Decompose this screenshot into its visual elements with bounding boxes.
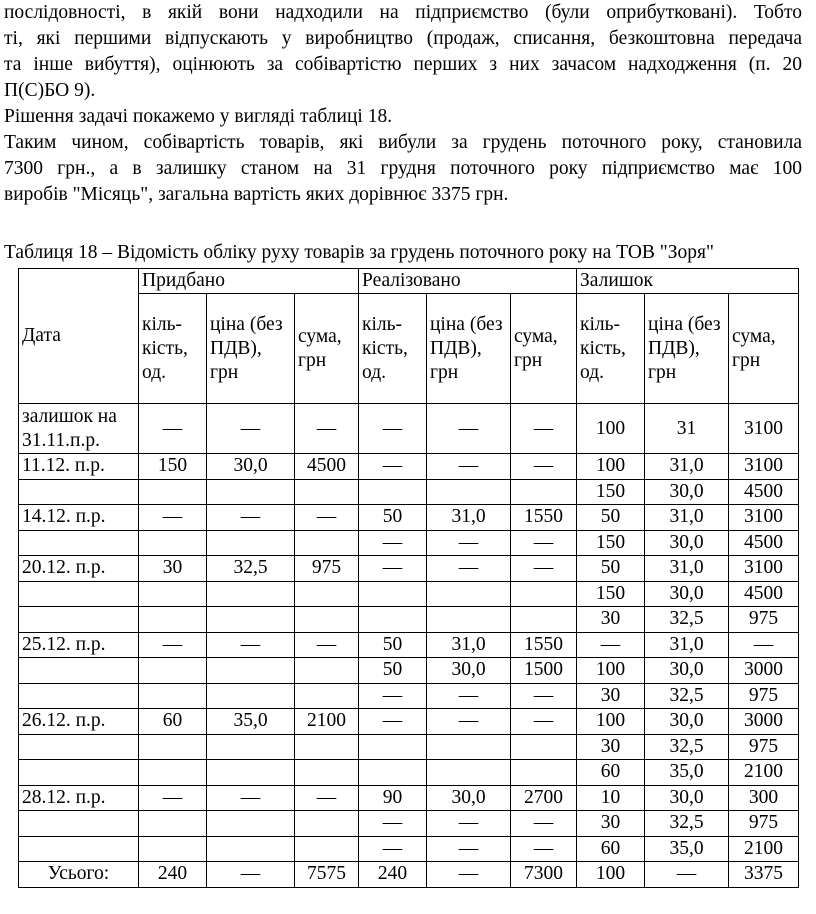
table-cell (139, 658, 207, 684)
table-cell (511, 479, 577, 505)
date-cell (19, 683, 139, 709)
table-cell: 50 (359, 632, 427, 658)
table-cell (139, 607, 207, 633)
date-cell (19, 607, 139, 633)
table-cell (427, 479, 511, 505)
table-cell: 7575 (295, 862, 359, 888)
date-cell (19, 530, 139, 556)
table-cell: — (359, 404, 427, 454)
table-cell: — (295, 632, 359, 658)
table-cell: 975 (729, 683, 799, 709)
table-cell: — (427, 683, 511, 709)
table-cell: — (427, 709, 511, 735)
table-cell: — (359, 683, 427, 709)
table-cell: 30,0 (207, 454, 295, 480)
table-cell (295, 760, 359, 786)
table-cell (295, 734, 359, 760)
table-cell: 975 (729, 607, 799, 633)
table-cell (427, 581, 511, 607)
table-cell: 31,0 (427, 632, 511, 658)
table-cell (207, 607, 295, 633)
paragraph-line: Таким чином, собівартість товарів, які вибули за грудень поточного року, становила (4, 132, 802, 153)
table-cell: 30 (577, 734, 645, 760)
table-cell: — (359, 811, 427, 837)
table-cell: 32,5 (645, 607, 729, 633)
table-cell: 32,5 (645, 683, 729, 709)
table-cell (139, 734, 207, 760)
table-cell: 30,0 (427, 658, 511, 684)
table-cell: — (295, 404, 359, 454)
table-cell: — (359, 556, 427, 582)
paragraph-line: та інше вибуття), оцінюють за собівартістю перших з них зачасом надходження (п. 20 (4, 54, 802, 75)
table-cell: — (207, 785, 295, 811)
date-cell (19, 734, 139, 760)
table-cell: 975 (729, 734, 799, 760)
table-cell: — (207, 505, 295, 531)
table-cell (139, 479, 207, 505)
table-cell: 32,5 (645, 811, 729, 837)
table-cell (139, 530, 207, 556)
date-cell (19, 479, 139, 505)
table-row (19, 836, 799, 862)
table-cell: 31,0 (427, 505, 511, 531)
table-cell: 4500 (295, 454, 359, 480)
table-cell: 30 (139, 556, 207, 582)
header-price: ціна (без ПДВ), грн (427, 294, 511, 404)
table-cell: 4500 (729, 479, 799, 505)
table-cell: — (511, 836, 577, 862)
table-cell: 100 (577, 454, 645, 480)
table-cell (359, 607, 427, 633)
table-cell: — (427, 454, 511, 480)
table-cell (359, 734, 427, 760)
table-cell (207, 811, 295, 837)
table-cell (139, 683, 207, 709)
paragraph-line: 7300 грн., а в залишку станом на 31 грудня поточного року підприємство має 100 (4, 158, 802, 179)
table-cell: 150 (577, 479, 645, 505)
table-row (19, 683, 799, 709)
table-cell: — (511, 709, 577, 735)
table-cell: 2100 (729, 836, 799, 862)
table-cell (139, 760, 207, 786)
table-cell: — (427, 811, 511, 837)
table-cell: — (511, 454, 577, 480)
table-cell: 3100 (729, 404, 799, 454)
date-cell: 11.12. п.р. (19, 454, 139, 480)
table-cell: 1550 (511, 505, 577, 531)
paragraph-line: ті, які першими відпускають у виробництво (продаж, списання, безкоштовна передача (4, 28, 802, 49)
header-price: ціна (без ПДВ), грн (645, 294, 729, 404)
header-group-sold: Реалізовано (359, 269, 577, 294)
table-cell: 31,0 (645, 632, 729, 658)
table-cell: 3100 (729, 556, 799, 582)
table-cell: — (427, 836, 511, 862)
date-cell (19, 836, 139, 862)
table-cell (295, 836, 359, 862)
table-cell: 31 (645, 404, 729, 454)
table-cell: 150 (139, 454, 207, 480)
table-cell (295, 658, 359, 684)
table-cell: — (577, 632, 645, 658)
table-cell: 150 (577, 530, 645, 556)
table-cell: — (139, 404, 207, 454)
total-label: Усього: (19, 862, 139, 888)
table-cell: 30 (577, 607, 645, 633)
table-cell: 50 (577, 556, 645, 582)
table-cell (359, 479, 427, 505)
table-cell: 31,0 (645, 556, 729, 582)
date-cell: 28.12. п.р. (19, 785, 139, 811)
table-row (19, 760, 799, 786)
table-cell: — (139, 505, 207, 531)
table-cell: 3000 (729, 658, 799, 684)
table-cell: 3375 (729, 862, 799, 888)
table-cell: 240 (139, 862, 207, 888)
table-cell: 30,0 (427, 785, 511, 811)
table-caption: Таблиця 18 – Відомість обліку руху товарів за грудень поточного року на ТОВ "Зоря" (4, 242, 714, 263)
table-cell: — (207, 404, 295, 454)
table-cell: 300 (729, 785, 799, 811)
table-cell: — (359, 709, 427, 735)
header-qty: кіль-кість, од. (577, 294, 645, 404)
table-row (19, 530, 799, 556)
table-row (19, 505, 799, 531)
table-cell: 1550 (511, 632, 577, 658)
table-cell (359, 760, 427, 786)
inventory-table (18, 268, 799, 888)
table-cell: 30,0 (645, 785, 729, 811)
table-cell (427, 734, 511, 760)
table-cell: 60 (577, 836, 645, 862)
table-cell (207, 530, 295, 556)
total-row (19, 862, 799, 888)
table-cell (207, 836, 295, 862)
header-qty: кіль-кість, од. (139, 294, 207, 404)
paragraph-line: П(С)БО 9). (4, 80, 96, 101)
table-cell: — (359, 454, 427, 480)
table-cell (207, 734, 295, 760)
table-cell: 975 (729, 811, 799, 837)
table-cell (359, 581, 427, 607)
table-cell: 2100 (295, 709, 359, 735)
table-cell (207, 658, 295, 684)
table-cell (207, 760, 295, 786)
date-cell (19, 811, 139, 837)
table-cell: — (645, 862, 729, 888)
table-row (19, 581, 799, 607)
table-cell: — (427, 862, 511, 888)
date-cell (19, 581, 139, 607)
table-cell (295, 479, 359, 505)
table-cell (295, 581, 359, 607)
date-cell (19, 658, 139, 684)
table-cell: 30,0 (645, 581, 729, 607)
header-sum: сума, грн (295, 294, 359, 404)
table-cell: 31,0 (645, 454, 729, 480)
table-cell: 2700 (511, 785, 577, 811)
table-row (19, 556, 799, 582)
table-cell: 50 (359, 505, 427, 531)
table-cell: 240 (359, 862, 427, 888)
table-cell: — (207, 632, 295, 658)
table-cell: 31,0 (645, 505, 729, 531)
table-cell: 7300 (511, 862, 577, 888)
table-cell: — (729, 632, 799, 658)
table-cell: 50 (359, 658, 427, 684)
table-cell (207, 683, 295, 709)
header-qty: кіль-кість, од. (359, 294, 427, 404)
table-cell: 2100 (729, 760, 799, 786)
table-cell: 10 (577, 785, 645, 811)
table-row (19, 607, 799, 633)
table-cell: 35,0 (645, 836, 729, 862)
table-row (19, 479, 799, 505)
table-row (19, 632, 799, 658)
table-cell: 30,0 (645, 658, 729, 684)
date-cell: 26.12. п.р. (19, 709, 139, 735)
table-cell (511, 734, 577, 760)
table-cell: 90 (359, 785, 427, 811)
table-row (19, 709, 799, 735)
table-cell: — (139, 785, 207, 811)
table-cell: 35,0 (645, 760, 729, 786)
table-cell: — (511, 404, 577, 454)
paragraph-line: послідовності, в якій вони надходили на підприємство (були оприбутковані). Тобто (4, 2, 802, 23)
table-cell: 4500 (729, 581, 799, 607)
table-cell (427, 760, 511, 786)
table-row (19, 811, 799, 837)
table-cell: 50 (577, 505, 645, 531)
table-row (19, 658, 799, 684)
date-cell: 14.12. п.р. (19, 505, 139, 531)
table-row (19, 785, 799, 811)
table-cell: — (427, 404, 511, 454)
table-cell (427, 607, 511, 633)
table-cell (511, 760, 577, 786)
table-cell (139, 811, 207, 837)
table-cell (295, 683, 359, 709)
table-cell: — (511, 811, 577, 837)
table-cell: 3000 (729, 709, 799, 735)
table-cell (139, 581, 207, 607)
table-cell: 30,0 (645, 709, 729, 735)
table-row (19, 404, 799, 454)
body-text (4, 0, 802, 208)
header-group-purchased: Придбано (139, 269, 359, 294)
table-cell (295, 811, 359, 837)
table-cell: 30,0 (645, 530, 729, 556)
date-cell (19, 760, 139, 786)
table-cell: 100 (577, 709, 645, 735)
date-cell: залишок на 31.11.п.р. (19, 404, 139, 454)
table-cell: 60 (577, 760, 645, 786)
table-cell: — (511, 683, 577, 709)
table-cell: — (139, 632, 207, 658)
table-cell (295, 607, 359, 633)
table-cell: 30 (577, 811, 645, 837)
table-cell: 100 (577, 658, 645, 684)
table-cell: 32,5 (645, 734, 729, 760)
table-cell: 60 (139, 709, 207, 735)
table-cell: 100 (577, 862, 645, 888)
table-cell (295, 530, 359, 556)
table-cell: 1500 (511, 658, 577, 684)
table-cell: 4500 (729, 530, 799, 556)
header-date: Дата (19, 269, 139, 404)
table-cell: — (511, 530, 577, 556)
table-cell: 32,5 (207, 556, 295, 582)
table-cell: 100 (577, 404, 645, 454)
paragraph-line: Рішення задачі покажемо у вигляді таблиці 18. (4, 106, 393, 127)
header-sum: сума, грн (511, 294, 577, 404)
table-cell (207, 581, 295, 607)
date-cell: 25.12. п.р. (19, 632, 139, 658)
table-cell (511, 581, 577, 607)
table-cell: 30 (577, 683, 645, 709)
header-row-groups (19, 269, 799, 294)
table-cell: — (295, 785, 359, 811)
table-cell: 35,0 (207, 709, 295, 735)
table-cell: 150 (577, 581, 645, 607)
header-sum: сума, грн (729, 294, 799, 404)
header-group-balance: Залишок (577, 269, 799, 294)
paragraph-line: виробів "Місяць", загальна вартість яких дорівнює 3375 грн. (4, 184, 509, 205)
table-row (19, 454, 799, 480)
table-cell: 3100 (729, 505, 799, 531)
table-cell (207, 479, 295, 505)
table-cell: — (359, 530, 427, 556)
table-cell (511, 607, 577, 633)
header-price: ціна (без ПДВ), грн (207, 294, 295, 404)
table-cell: — (295, 505, 359, 531)
table-cell: 3100 (729, 454, 799, 480)
table-cell: — (427, 530, 511, 556)
table-cell: — (511, 556, 577, 582)
table-cell (139, 836, 207, 862)
table-row (19, 734, 799, 760)
table-cell: 975 (295, 556, 359, 582)
date-cell: 20.12. п.р. (19, 556, 139, 582)
table-cell: — (207, 862, 295, 888)
table-cell: — (359, 836, 427, 862)
table-cell: 30,0 (645, 479, 729, 505)
table-cell: — (427, 556, 511, 582)
